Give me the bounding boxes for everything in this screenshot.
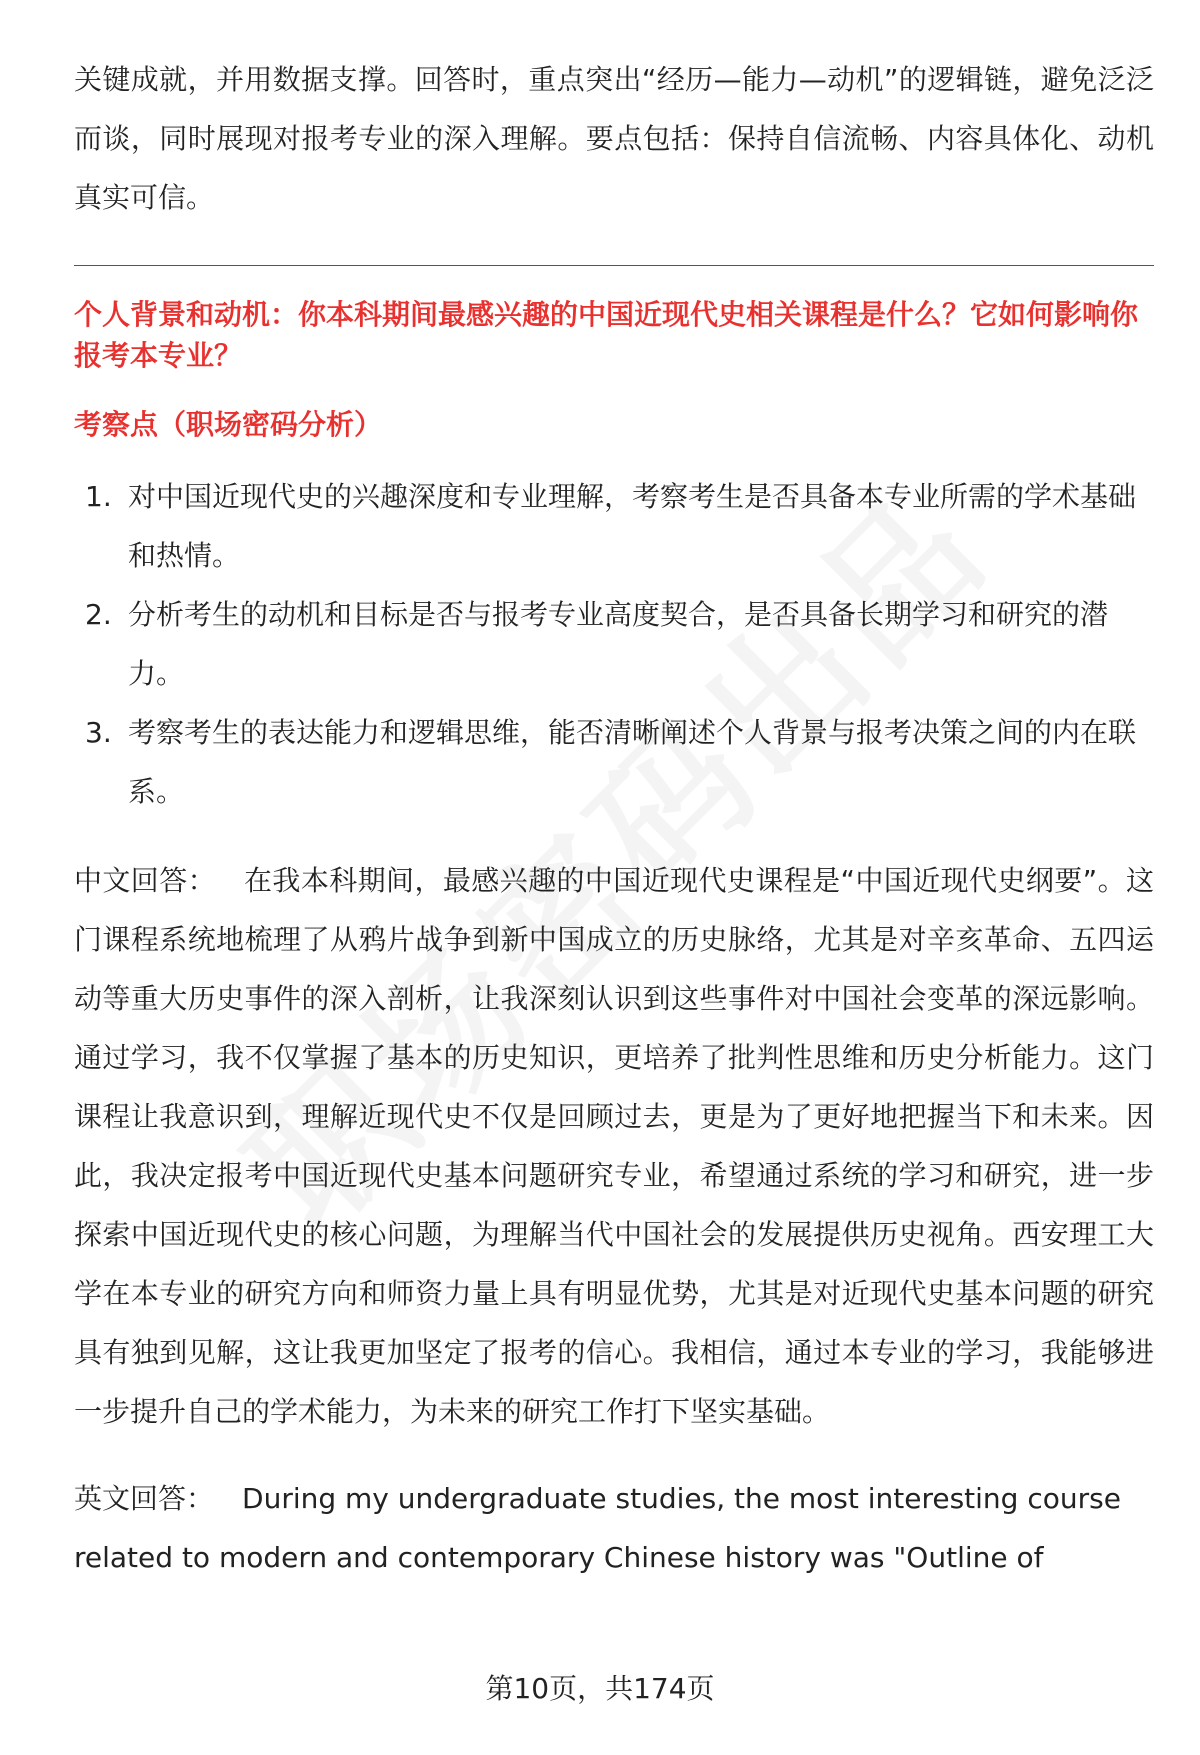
question-heading: 个人背景和动机：你本科期间最感兴趣的中国近现代史相关课程是什么？它如何影响你报考本专业？ xyxy=(74,298,1139,372)
list-item-text: 考察考生的表达能力和逻辑思维，能否清晰阐述个人背景与报考决策之间的内在联系。 xyxy=(128,716,1137,808)
list-item-number: 3. xyxy=(85,716,112,749)
list-item-number: 2. xyxy=(85,598,112,631)
answer-english-label: 英文回答： xyxy=(74,1482,215,1515)
answer-chinese-label: 中文回答： xyxy=(74,864,217,897)
page-number-footer: 第10页，共174页 xyxy=(485,1672,715,1705)
list-item xyxy=(74,703,1154,821)
answer-english xyxy=(74,1469,1154,1587)
list-item xyxy=(74,467,1154,585)
answer-chinese-text: 在我本科期间，最感兴趣的中国近现代史课程是“中国近现代史纲要”。这门课程系统地梳理了从鸦片战争到新中国成立的历史脉络，尤其是对辛亥革命、五四运动等重大历史事件的深入剖析，让我深刻认识到这些事件对中国社会变革的深远影响。通过学习，我不仅掌握了基本的历史知识，更培养了批判性思维和历史分析能力。这门课程让我意识到，理解近现代史不仅是回顾过去，更是为了更好地把握当下和未来。因此，我决定报考中国近现代史基本问题研究专业，希望通过系统的学习和研究，进一步探索中国近现代史的核心问题，为理解当代中国社会的发展提供历史视角。西安理工大学在本专业的研究方向和师资力量上具有明显优势，尤其是对近现代史基本问题的研究具有独到见解，这让我更加坚定了报考的信心。我相信，通过本专业的学习，我能够进一步提升自己的学术能力，为未来的研究工作打下坚实基础。 xyxy=(74,864,1154,1428)
section-divider xyxy=(74,265,1154,266)
list-item-text: 分析考生的动机和目标是否与报考专业高度契合，是否具备长期学习和研究的潜力。 xyxy=(128,598,1109,690)
list-item-text: 对中国近现代史的兴趣深度和专业理解，考察考生是否具备本专业所需的学术基础和热情。 xyxy=(128,480,1137,572)
list-item xyxy=(74,585,1154,703)
points-list xyxy=(74,467,1154,821)
answer-english-text: During my undergraduate studies, the most interesting course related to modern and contemporary Chinese history was "Outline of xyxy=(74,1482,1121,1574)
answer-chinese xyxy=(74,851,1154,1441)
list-item-number: 1. xyxy=(85,480,112,513)
page-content xyxy=(74,50,1154,1587)
section-title: 考察点（职场密码分析） xyxy=(74,408,383,441)
intro-paragraph: 关键成就，并用数据支撑。回答时，重点突出“经历—能力—动机”的逻辑链，避免泛泛而谈，同时展现对报考专业的深入理解。要点包括：保持自信流畅、内容具体化、动机真实可信。 xyxy=(74,63,1154,214)
